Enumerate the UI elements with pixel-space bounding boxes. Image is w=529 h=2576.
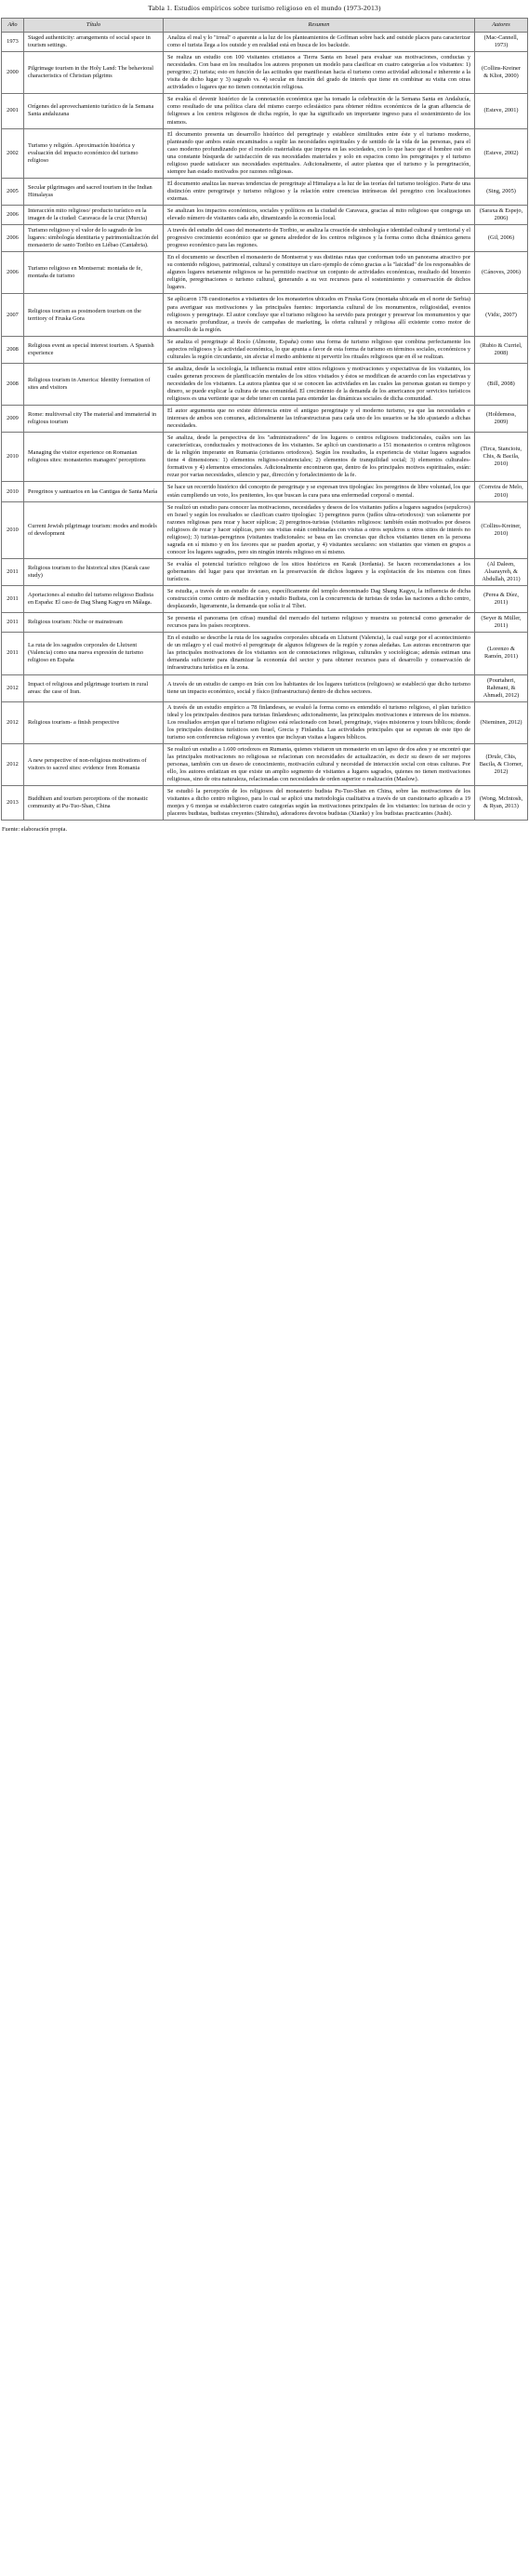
table-row [2, 501, 528, 558]
summary-cell: Se evalúa el potencial turístico religioso de los sitios históricos en Karak (Jordania). Se hacen recomendaciones a los gobernantes del lugar para que inviertan en la preservación de dichos lugares y la explotación de los mismos con fines turísticos. [164, 558, 475, 585]
year-cell: 2011 [2, 558, 24, 585]
title-cell: Managing the visitor experience on Romanian religious sites: monasteries managers' perceptions [24, 433, 164, 482]
title-cell: Buddhism and tourism perceptions of the monastic community at Pu-Tuo-Shan, China [24, 786, 164, 821]
year-cell: 2012 [2, 701, 24, 743]
authors-cell: (Vidic, 2007) [475, 294, 528, 336]
title-cell: Turismo y religión. Aproximación histórica y evaluación del impacto económico del turismo religioso [24, 128, 164, 178]
table-row [2, 336, 528, 363]
title-cell: Religious tourism to the historical sites (Karak case study) [24, 558, 164, 585]
summary-cell: Se presenta el panorama (en cifras) mundial del mercado del turismo religioso y muestra su potencial como generador de recursos para los países receptores. [164, 613, 475, 633]
year-cell: 2001 [2, 94, 24, 128]
authors-cell: (Wong, McIntosh, & Ryan, 2013) [475, 786, 528, 821]
year-cell: 2006 [2, 205, 24, 224]
authors-cell: (Pourtaheri, Rahmani, & Ahmadi, 2012) [475, 674, 528, 701]
authors-cell: (Seyer & Müller, 2011) [475, 613, 528, 633]
table-row [2, 94, 528, 128]
year-cell: 2008 [2, 336, 24, 363]
year-cell: 2008 [2, 363, 24, 405]
title-cell: Impact of religious and pilgrimage tourism in rural areas: the case of Iran. [24, 674, 164, 701]
column-header-authors: Autores [475, 19, 528, 33]
authors-cell: (Saraxa & Espejo, 2006) [475, 205, 528, 224]
summary-cell: En el documento se describen el monasterio de Montserrat y sus distintas rutas que conforman todo un panorama atractivo por su contenido religioso, patrimonial, cultural y constituye un claro ejemplo de cómo gracias a la "laicidad" de los responsables de algunos lugares netamente religiosos se ha permitido reactivar un conjunto de actividades económicas, resultado del binomio religión, peregrinaciones o turismo cultural, generando a su vez recursos para el sostenimiento y conservación de dichos lugares. [164, 252, 475, 294]
year-cell: 2011 [2, 586, 24, 613]
summary-cell: Se realiza un estudio con 100 visitantes cristianos a Tierra Santa en Israel para evaluar sus motivaciones, conductas y necesidades. Con base en los resultados los autores proponen un modelo para clasificar en cuatro categorías a los visitantes: 1) peregrino; 2) turista; esto en función de las actitudes que manifiestan hacia el turismo como actividad adicional e inherente a la visita de dicho lugar y 3) sagrado vs. 4) secular en función del grado de interés que tiene en combinar su visita con otras actividades o lugares que no tienen connotación religiosa. [164, 52, 475, 94]
summary-cell: Se analiza el peregrinaje al Rocío (Almonte, España) como una forma de turismo religioso que combina perfectamente los aspectos religiosos y la actividad económica, lo que apunta a favor de esta forma de turismo en términos sociales, económicos y culturales la región circundante, sin afectar el medio ambiente ni pervertir los rituales religiosos que en él se realizan. [164, 336, 475, 363]
column-header-summary: Resumen [164, 19, 475, 33]
table-row [2, 252, 528, 294]
title-cell: Staged authenticity: arrangements of social space in tourism settings. [24, 33, 164, 52]
year-cell: 2007 [2, 294, 24, 336]
table-row [2, 33, 528, 52]
authors-cell: (Cánoves, 2006) [475, 252, 528, 294]
summary-cell: A través de un estudio de campo en Irán con los habitantes de los lugares turísticos (religiosos) se estableció que dicho turismo tiene un impacto económico, social y físico (infraestructura) dentro de dichos sectores. [164, 674, 475, 701]
summary-cell: A través de un estudio empírico a 78 finlandeses, se evaluó la forma como es entendido el turismo religioso, el plan turístico ideal y los principales destinos para turistas finlandeses; adicionalmente, las principales motivaciones e intereses de los mismos. Los resultados arrojan que el turismo religioso está relacionado con Israel, peregrinaje, viajes misioneros y tours bíblicos; donde los principales destinos turísticos son Israel, Grecia y Finlandia. Las actividades principales que se esperan de este tipo de turismo son conferencias religiosas y eventos que incluyan visitas a lugares bíblicos. [164, 701, 475, 743]
summary-cell: Analiza el real y lo "irreal" o aparente a la luz de los planteamientos de Goffman sobre back and outside places para caracterizar como el turista llega a los outside y en realidad está en busca de los backside. [164, 33, 475, 52]
table-row [2, 586, 528, 613]
table-row [2, 363, 528, 405]
year-cell: 2011 [2, 613, 24, 633]
title-cell: Orígenes del aprovechamiento turístico de la Semana Santa andaluzana [24, 94, 164, 128]
authors-cell: (Perea & Díez, 2011) [475, 586, 528, 613]
table-row [2, 633, 528, 674]
authors-cell: (Esteve, 2002) [475, 128, 528, 178]
summary-cell: Se analiza, desde la sociología, la influencia mutual entre sitios religiosos y motivaciones y expectativas de los visitantes, los cuales generan procesos de planificación mentales de los sitios visitados y éstos se modifican de acuerdo con las expectativas y necesidades de los visitantes. La autora plantea que si se conocen las actividades en las cuales las personas gustan su tiempo y dinero, se puede explicar la cultura de una comunidad. El crecimiento de la demanda de los americanos por servicios turísticos religiosos es una vertiente que se debe tener en cuenta para entender las dinámicas sociales de dicha comunidad. [164, 363, 475, 405]
authors-cell: (Rubio & Curriel, 2008) [475, 336, 528, 363]
title-cell: Religious tourism- a finish perspective [24, 701, 164, 743]
title-cell: Rome: multiversal city The material and immaterial in religious tourism [24, 406, 164, 433]
summary-cell: A través del estudio del caso del monasterio de Toribio, se analiza la creación de simbología e identidad cultural y territorial y el progresivo crecimiento económico que se genera alrededor de los centros religiosos y la forma como dicha dinámica genera progreso económico para las regiones. [164, 225, 475, 252]
title-cell: Turismo religioso y el valor de lo sagrado de los lugares: simbología identitaria y patrimonialización del monasterio de santo Toribio en Liébao (Cantabria). [24, 225, 164, 252]
title-cell: Interacción mito religioso/ producto turístico en la imagen de la ciudad: Caravaca de la cruz (Murcia) [24, 205, 164, 224]
table-row [2, 743, 528, 785]
authors-cell: (Mac-Cannell, 1973) [475, 33, 528, 52]
summary-cell: Se estudió la percepción de los religiosos del monasterio budista Pu-Tuo-Shan en China, sobre las motivaciones de los visitantes a dicho centro religioso, para lo cual se aplicó una metodología cualitativa a través de un cuestionario aplicado a 19 monjes y 6 monjas se establecieron cuatro categorías según las motivaciones principales de los visitantes: los turistas de ocio y placeres budistas, budistas creyentes (Shinshu), adoradores devotos budistas (Xianke) y los budistas practicantes (Jushi). [164, 786, 475, 821]
year-cell: 2009 [2, 406, 24, 433]
table-caption: Tabla 1. Estudios empíricos sobre turismo religioso en el mundo (1973-2013) [148, 4, 381, 12]
year-cell: 2002 [2, 128, 24, 178]
title-cell: Aportaciones al estudio del turismo religioso Budista en España: El caso de Dag Shang Kagyu en Málaga. [24, 586, 164, 613]
authors-cell: (Bill, 2008) [475, 363, 528, 405]
year-cell: 2012 [2, 743, 24, 785]
authors-cell: (Collins-Kreiner & Kliot, 2000) [475, 52, 528, 94]
title-cell: Peregrinos y santuarios en las Cantigas de Santa María [24, 482, 164, 501]
authors-cell: (Gil, 2006) [475, 225, 528, 252]
summary-cell: En el estudio se describe la ruta de los sagrados corporales ubicada en Llutxent (Valencia), la cual surge por el acontecimiento de un milagro y el cual motivó el peregrinaje de algunos feligreses de la región y zonas aledañas. Las autoras encontraron que las principales motivaciones de los visitantes son de connotaciones religiosas, culturales y sociológicas; además estiman una demanda suficiente para dinamizar la economía del sector y para obtener recursos para el desarrollo y conservación de infraestructura turística en la zona. [164, 633, 475, 674]
authors-cell: (Nieminen, 2012) [475, 701, 528, 743]
authors-cell: (Al Daleen, Alsarayreh, & Abdullah, 2011) [475, 558, 528, 585]
table-row [2, 558, 528, 585]
authors-cell: (Lorenzo & Ramón, 2011) [475, 633, 528, 674]
table-row [2, 674, 528, 701]
summary-cell: Se estudia, a través de un estudio de caso, específicamente del templo denominado Dag Shang Kagyu, la influencia de dicha construcción como centro de meditación y estudio Budista, con la concurrencia de turistas de todas las naciones a dicho centro, desplazando, ligeramente, la demanda que solía ir al Tíbet. [164, 586, 475, 613]
table-row [2, 613, 528, 633]
year-cell: 2006 [2, 252, 24, 294]
summary-cell: Se aplicaron 178 cuestionarios a visitantes de los monasterios ubicados en Fruska Gora (montaña ubicada en el norte de Serbia) para averiguar sus motivaciones y las principales fuentes: importancia cultural de los monumentos, religiosidad, eventos religiosos y peregrinaje. El autor concluye que el turismo religioso ha servido para proteger y preservar los monumentos y que es necesario profundizar, a través de campañas de marketing, la oferta cultural y religiosa allí existente como motor de desarrollo de la región. [164, 294, 475, 336]
table-row [2, 482, 528, 501]
column-header-year: Año [2, 19, 24, 33]
summary-cell: El documento presenta un desarrollo histórico del peregrinaje y establece similitudes entre éste y el turismo moderno, planteando que ambos están encaminados a suplir las necesidades espirituales y de sentido de la vida de las personas, para el caso moderno profundizando por el modelo materialista que impera en las sociedades, con lo que hace que el hombre esté en una constante búsqueda de satisfacción de sus necesidades materiales y solo en espacios como los peregrinajes y el turismo religioso puede satisfacer sus necesidades espirituales. Adicionalmente, el autor plantea que el turismo y la peregrinación, siempre han estado motivados por razones religiosas. [164, 128, 475, 178]
year-cell: 2010 [2, 482, 24, 501]
studies-table [1, 18, 528, 821]
table-row [2, 128, 528, 178]
authors-cell: (Holdemess, 2009) [475, 406, 528, 433]
year-cell: 2011 [2, 633, 24, 674]
title-cell: Pilgrimage tourism in the Holy Land: The behavioral characteristics of Christian pilgrims [24, 52, 164, 94]
column-header-title: Título [24, 19, 164, 33]
table-row [2, 294, 528, 336]
year-cell: 2005 [2, 178, 24, 205]
year-cell: 2012 [2, 674, 24, 701]
title-cell: Religious tourism in America: Identity formation of sites and visitors [24, 363, 164, 405]
title-cell: La ruta de los sagrados corporales de Llutxent (Valencia) como una nueva expresión de turismo religioso en España [24, 633, 164, 674]
title-cell: Religious tourism: Niche or mainstream [24, 613, 164, 633]
title-cell: Religious event as special interest tourism. A Spanish experience [24, 336, 164, 363]
summary-cell: Se hace un recorrido histórico del concepto de peregrinaje y se expresan tres tipologías: los peregrinos de libre voluntad, los que están cumpliendo un voto, los penitentes, los que buscan la cura para una enfermedad corporal o mental. [164, 482, 475, 501]
summary-cell: Se analiza, desde la perspectiva de los "administradores" de los lugares o centros religiosos tradicionales, cuáles son las características, conductuales y motivaciones de los visitantes. Se aplicó un cuestionario a 151 monasterios o centros religiosos de la religión imperante en Rumania (cristianos ortodoxos). Según los resultados, la experiencia de visitar lugares sagrados tiene 4 dimensiones: 1) elementos religioso-existenciales; 2) elementos de tranquilidad social; 3) elementos culturales-formativos y 4) elementos emocionales. Adicionalmente encontraron que, dentro de los principales motivos espirituales, están: rezar por varias necesidades, silencio y paz, dirección y fortalecimiento de la fe. [164, 433, 475, 482]
year-cell: 2010 [2, 501, 24, 558]
year-cell: 1973 [2, 33, 24, 52]
summary-cell: Se realizó un estudio para conocer las motivaciones, necesidades y deseos de los visitantes judíos a lugares sagrados (sepulcros) en Israel y según los resultados se clasifican cuatro tipologías: 1) peregrinos puros (judíos ultra-ortodoxos): van solamente por razones religiosas para rezar y hacer súplicas; 2) peregrinos-turistas (visitantes religiosos: también están motivados por deseos religiosos de rezar y hacer súplicas, pero sus visitas están combinadas con visitas a otros sepulcros u otros sitios de interés no religioso); 3) turistas-peregrinos (visitantes tradicionales: se basa en las creencias que dichos visitantes tienen en la persona sagrada en sí mismo y en los favores que se pueden aportar, y 4) visitantes seculares: son visitantes que vienen en grupos a conocer los lugares sagrados, pero sin ningún interés religioso en sí mismo. [164, 501, 475, 558]
table-row [2, 52, 528, 94]
summary-cell: El autor argumenta que no existe diferencia entre el antiguo peregrinaje y el moderno turismo, ya que las necesidades e intereses de ambos son comunes, adicionalmente las infraestructuras para cada uno de los usuarios se ha ido ajustando a dichas necesidades. [164, 406, 475, 433]
summary-cell: El documento analiza las nuevas tendencias de peregrinaje al Himalaya a la luz de las teorías del turismo teológico. Parte de una distinción entre peregrinaje y turismo religioso y la relación entre creencias intrínsecas del peregrino con localizaciones externas. [164, 178, 475, 205]
year-cell: 2000 [2, 52, 24, 94]
year-cell: 2010 [2, 433, 24, 482]
year-cell: 2006 [2, 225, 24, 252]
table-row [2, 786, 528, 821]
document-page [0, 0, 529, 833]
table-row [2, 433, 528, 482]
table-row [2, 205, 528, 224]
table-body [2, 33, 528, 821]
title-cell: Secular pilgrimages and sacred tourism in the Indian Himalayas [24, 178, 164, 205]
summary-cell: Se analizan los impactos económicos, sociales y políticos en la ciudad de Caravaca, gracias al mito religioso que congrega un elevado número de visitantes cada año, dinamizando la economía local. [164, 205, 475, 224]
table-row [2, 178, 528, 205]
summary-cell: Se realizó un estudio a 1.600 ortodoxos en Rumania, quienes visitaron un monasterio en un lapso de dos años y se encontró que las principales motivaciones no religiosas se relacionan con necesidades de actualización, es decir su deseo de ser mejores personas, también con un deseo de conocimiento, motivación cultural y necesidad de interacción social con otras culturas. Por ello, los autores enfatizan en que existe un amplio segmento de visitantes a lugares sagrados, quienes no tienen motivaciones religiosas, sino de otra naturaleza, relacionadas con necesidades de orden superior o realización (Maslow). [164, 743, 475, 785]
title-cell: Current Jewish pilgrimage tourism: modes and models of development [24, 501, 164, 558]
table-row [2, 406, 528, 433]
summary-cell: Se evalúa el devenir histórico de la connotación económica que ha tomado la celebración de la Semana Santa en Andalucía, como resultado de una política clara del mismo cuerpo eclesiástico para obtener réditos económicos de la gran afluencia de feligreses a los centros religiosos de dicha región, lo que ha significado un importante ingreso para el sostenimiento de los mismos. [164, 94, 475, 128]
authors-cell: (Sing, 2005) [475, 178, 528, 205]
year-cell: 2013 [2, 786, 24, 821]
authors-cell: (Tirca, Stancioiu, Chis, & Bacila, 2010) [475, 433, 528, 482]
title-cell: A new perspective of non-religious motivations of visitors to sacred sites: evidence from Romania [24, 743, 164, 785]
authors-cell: (Correira de Melo, 2010) [475, 482, 528, 501]
table-row [2, 225, 528, 252]
authors-cell: (Drule, Chis, Bacila, & Ciorner, 2012) [475, 743, 528, 785]
authors-cell: (Collins-Kreiner, 2010) [475, 501, 528, 558]
table-header-row [2, 19, 528, 33]
authors-cell: (Esteve, 2001) [475, 94, 528, 128]
title-cell: Religious tourism as postmodern tourism on the territory of Fruska Gora [24, 294, 164, 336]
table-row [2, 701, 528, 743]
table-source-note: Fuente: elaboración propia. [2, 826, 68, 834]
title-cell: Turismo religioso en Montserrat: montaña de fe, montaña de turismo [24, 252, 164, 294]
